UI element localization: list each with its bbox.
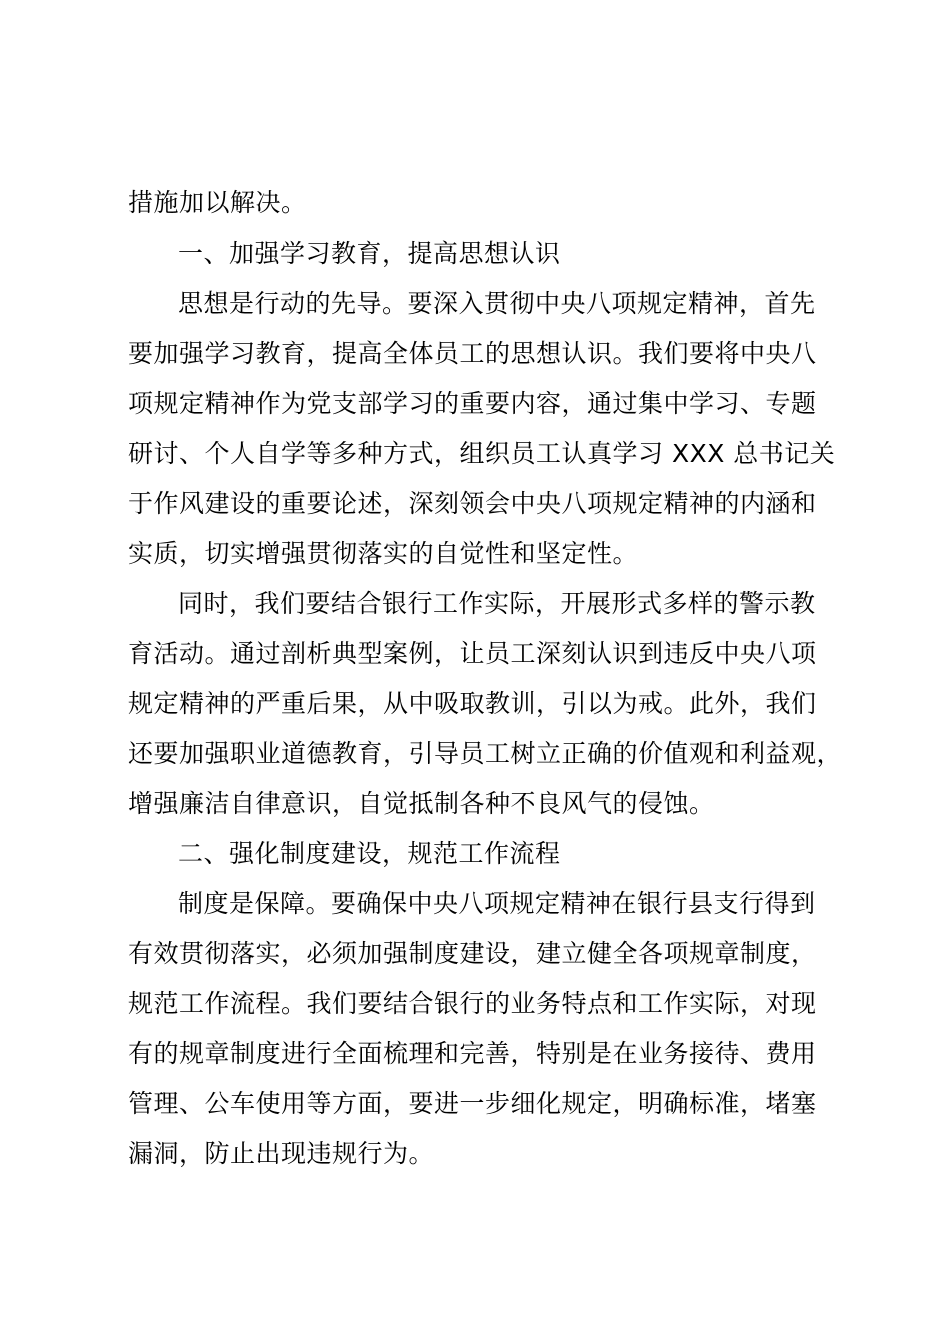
paragraph-line: 管理、公车使用等方面，要进一步细化规定，明确标准，堵塞 [128, 1089, 817, 1118]
paragraph-line: 思想是行动的先导。要深入贯彻中央八项规定精神，首先 [178, 289, 816, 318]
paragraph-line: 于作风建设的重要论述，深刻领会中央八项规定精神的内涵和 [128, 489, 817, 518]
paragraph-line: 研讨、个人自学等多种方式，组织员工认真学习 XXX 总书记关 [128, 439, 836, 468]
paragraph-line: 有的规章制度进行全面梳理和完善，特别是在业务接待、费用 [128, 1039, 817, 1068]
paragraph-line: 要加强学习教育，提高全体员工的思想认识。我们要将中央八 [128, 339, 817, 368]
paragraph-line: 还要加强职业道德教育，引导员工树立正确的价值观和利益观， [128, 739, 843, 768]
paragraph-line: 措施加以解决。 [128, 188, 307, 217]
paragraph-line: 规范工作流程。我们要结合银行的业务特点和工作实际，对现 [128, 989, 817, 1018]
paragraph-line: 实质，切实增强贯彻落实的自觉性和坚定性。 [128, 539, 639, 568]
paragraph-line: 同时，我们要结合银行工作实际，开展形式多样的警示教 [178, 589, 816, 618]
paragraph-line: 项规定精神作为党支部学习的重要内容，通过集中学习、专题 [128, 389, 817, 418]
paragraph-line: 漏洞，防止出现违规行为。 [128, 1139, 435, 1168]
paragraph-line: 增强廉洁自律意识，自觉抵制各种不良风气的侵蚀。 [128, 789, 715, 818]
section-heading-1: 一、加强学习教育，提高思想认识 [178, 239, 561, 268]
paragraph-line: 规定精神的严重后果，从中吸取教训，引以为戒。此外，我们 [128, 689, 817, 718]
paragraph-line: 有效贯彻落实，必须加强制度建设，建立健全各项规章制度， [128, 939, 817, 968]
paragraph-line: 育活动。通过剖析典型案例，让员工深刻认识到违反中央八项 [128, 639, 817, 668]
paragraph-line: 制度是保障。要确保中央八项规定精神在银行县支行得到 [178, 889, 816, 918]
section-heading-2: 二、强化制度建设，规范工作流程 [178, 839, 561, 868]
